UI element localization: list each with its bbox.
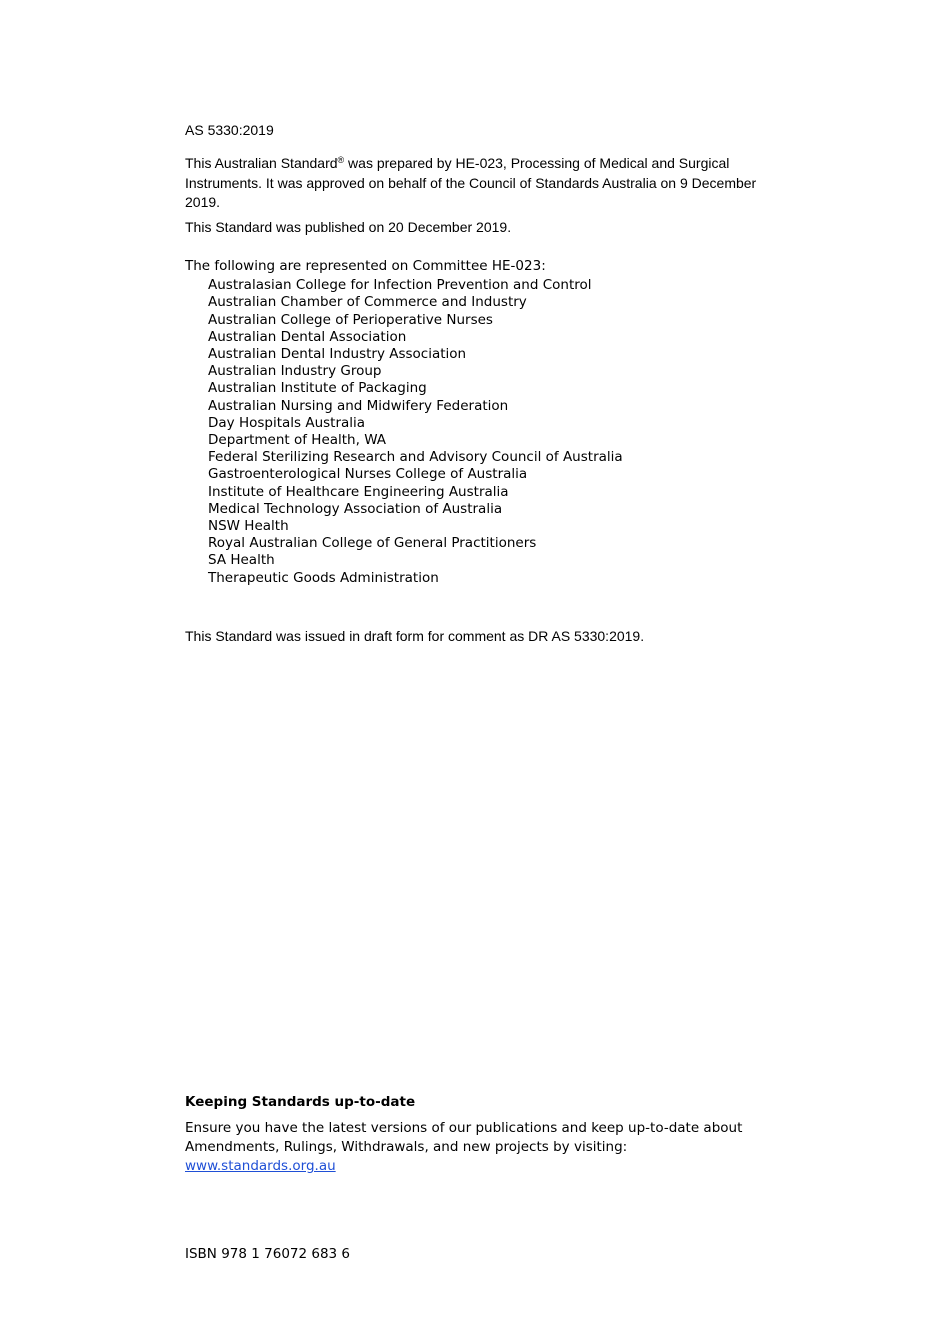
registered-mark: ®	[337, 155, 345, 165]
committee-member: Australasian College for Infection Prevention and Control	[208, 277, 592, 294]
committee-member: Australian Industry Group	[208, 363, 382, 380]
keeping-up-to-date-body	[185, 1119, 785, 1176]
preparation-statement	[185, 154, 765, 213]
committee-member: Australian Chamber of Commerce and Industry	[208, 294, 527, 311]
committee-member: Therapeutic Goods Administration	[208, 569, 439, 586]
committee-member: Gastroenterological Nurses College of Australia	[208, 466, 528, 483]
committee-member-list	[208, 277, 623, 587]
preparation-text-start: This Australian Standard	[185, 155, 338, 171]
committee-member: Australian Dental Industry Association	[208, 346, 467, 363]
committee-member: NSW Health	[208, 518, 289, 535]
committee-member: SA Health	[208, 552, 275, 569]
publication-date-statement: This Standard was published on 20 December 2019.	[185, 219, 512, 235]
committee-member: Department of Health, WA	[208, 432, 387, 449]
document-id: AS 5330:2019	[185, 122, 274, 138]
committee-member: Australian Dental Association	[208, 328, 407, 345]
preparation-text-end: was prepared by HE-023, Processing of Medical and Surgical Instruments. It was approved on behalf of the Council of Standards Australia on 9 December 2019.	[185, 155, 757, 210]
committee-intro: The following are represented on Committee HE-023:	[185, 258, 546, 274]
keeping-up-to-date-text: Ensure you have the latest versions of our publications and keep up-to-date about Amendments, Rulings, Withdrawals, and new projects by visiting:	[185, 1120, 743, 1155]
standards-website-link[interactable]: www.standards.org.au	[185, 1158, 336, 1174]
draft-note: This Standard was issued in draft form for comment as DR AS 5330:2019.	[185, 628, 645, 644]
committee-member: Day Hospitals Australia	[208, 414, 366, 431]
committee-member: Royal Australian College of General Practitioners	[208, 535, 537, 552]
committee-member: Australian College of Perioperative Nurses	[208, 311, 493, 328]
committee-section	[185, 258, 623, 587]
committee-member: Medical Technology Association of Australia	[208, 500, 503, 517]
committee-member: Australian Nursing and Midwifery Federation	[208, 397, 509, 414]
committee-member: Federal Sterilizing Research and Advisory Council of Australia	[208, 449, 623, 466]
keeping-up-to-date-heading: Keeping Standards up-to-date	[185, 1094, 416, 1110]
isbn: ISBN 978 1 76072 683 6	[185, 1246, 351, 1262]
committee-member: Australian Institute of Packaging	[208, 380, 427, 397]
committee-member: Institute of Healthcare Engineering Australia	[208, 483, 509, 500]
